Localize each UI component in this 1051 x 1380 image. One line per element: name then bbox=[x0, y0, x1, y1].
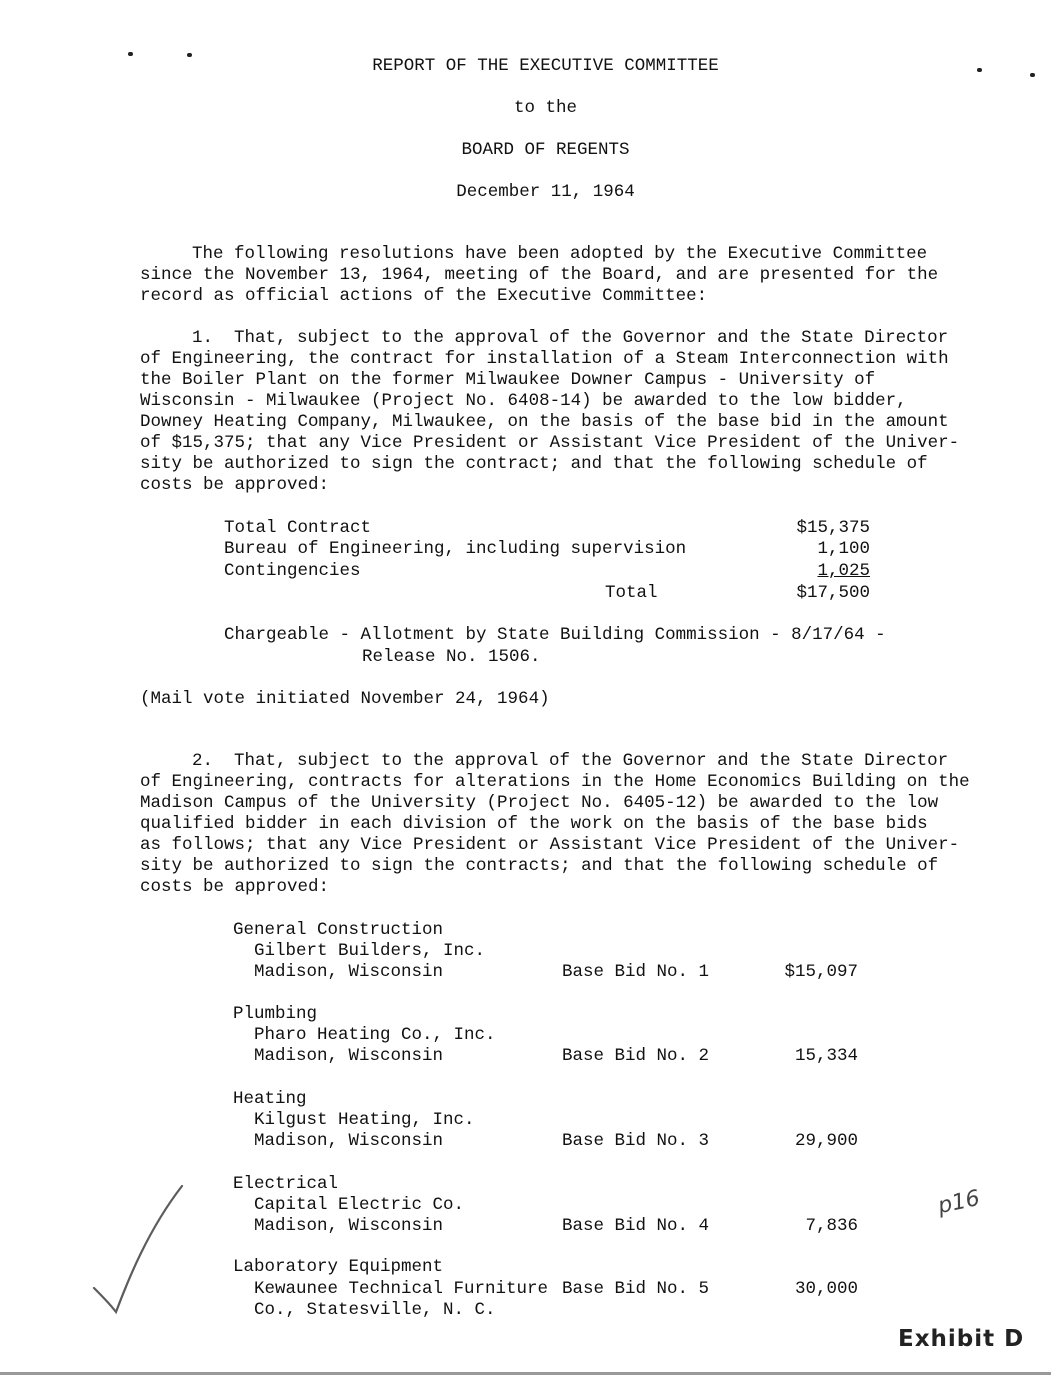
item1-line: Wisconsin - Milwaukee (Project No. 6408-14) be awarded to the low bidder, bbox=[140, 391, 907, 411]
bid-firm: Gilbert Builders, Inc. bbox=[254, 941, 486, 961]
item2-line: costs be approved: bbox=[140, 877, 330, 897]
intro-paragraph bbox=[140, 244, 980, 307]
cost-label: Contingencies bbox=[224, 561, 361, 581]
intro-line: since the November 13, 1964, meeting of the Board, and are presented for the bbox=[140, 265, 939, 285]
intro-line: The following resolutions have been adopted by the Executive Committee bbox=[192, 244, 928, 264]
bid-firm: Pharo Heating Co., Inc. bbox=[254, 1025, 496, 1045]
chargeable-line: Chargeable - Allotment by State Building Commission - 8/17/64 - bbox=[224, 625, 886, 645]
total-label: Total bbox=[605, 583, 658, 603]
item1-line: of Engineering, the contract for installation of a Steam Interconnection with bbox=[140, 349, 949, 369]
item1-line: Downey Heating Company, Milwaukee, on the basis of the base bid in the amount bbox=[140, 412, 949, 432]
bid-number: Base Bid No. 5 bbox=[562, 1279, 710, 1299]
bid-division: Laboratory Equipment bbox=[233, 1257, 444, 1277]
bid-firm: Capital Electric Co. bbox=[254, 1195, 465, 1215]
item2-line: Madison Campus of the University (Project No. 6405-12) be awarded to the low bbox=[140, 793, 939, 813]
intro-line: record as official actions of the Executive Committee: bbox=[140, 286, 708, 306]
cost-amount: $15,375 bbox=[796, 518, 870, 538]
item1-paragraph bbox=[140, 328, 980, 496]
bid-number: Base Bid No. 3 bbox=[562, 1131, 710, 1151]
item1-line: costs be approved: bbox=[140, 475, 330, 495]
total-amount: $17,500 bbox=[796, 583, 870, 603]
bid-location: Madison, Wisconsin bbox=[254, 962, 444, 982]
bid-division: Plumbing bbox=[233, 1004, 318, 1024]
item2-line: of Engineering, contracts for alterations in the Home Economics Building on the bbox=[140, 772, 970, 792]
handwritten-page-note: p16 bbox=[935, 1185, 983, 1220]
scan-bottom-edge bbox=[0, 1372, 1051, 1375]
bid-amount: 29,900 bbox=[794, 1131, 858, 1151]
report-title: REPORT OF THE EXECUTIVE COMMITTEE bbox=[372, 56, 719, 76]
report-to-the: to the bbox=[513, 98, 577, 118]
bid-firm: Kewaunee Technical Furniture bbox=[254, 1279, 549, 1299]
report-board: BOARD OF REGENTS bbox=[461, 140, 630, 160]
report-date: December 11, 1964 bbox=[456, 182, 635, 202]
item2-line: 2. That, subject to the approval of the Governor and the State Director bbox=[192, 751, 949, 771]
item1-line: sity be authorized to sign the contract; and that the following schedule of bbox=[140, 454, 928, 474]
bid-division: Electrical bbox=[233, 1174, 339, 1194]
item2-line: qualified bidder in each division of the work on the basis of the base bids bbox=[140, 814, 928, 834]
bid-location: Madison, Wisconsin bbox=[254, 1131, 444, 1151]
cost-amount: 1,100 bbox=[817, 539, 870, 559]
chargeable-line: Release No. 1506. bbox=[362, 647, 541, 667]
item2-paragraph bbox=[140, 751, 980, 898]
bid-division: Heating bbox=[233, 1089, 307, 1109]
bid-amount: 30,000 bbox=[794, 1279, 858, 1299]
bid-division: General Construction bbox=[233, 920, 444, 940]
item1-line: of $15,375; that any Vice President or Assistant Vice President of the Univer- bbox=[140, 433, 960, 453]
bid-number: Base Bid No. 4 bbox=[562, 1216, 710, 1236]
item2-line: as follows; that any Vice President or Assistant Vice President of the Univer- bbox=[140, 835, 960, 855]
item1-line: 1. That, subject to the approval of the Governor and the State Director bbox=[192, 328, 949, 348]
bid-firm: Kilgust Heating, Inc. bbox=[254, 1110, 475, 1130]
bid-amount: $15,097 bbox=[784, 962, 858, 982]
bid-location: Madison, Wisconsin bbox=[254, 1046, 444, 1066]
cost-amount: 1,025 bbox=[817, 561, 870, 581]
bid-amount: 7,836 bbox=[805, 1216, 858, 1236]
bid-amount: 15,334 bbox=[794, 1046, 858, 1066]
item1-line: the Boiler Plant on the former Milwaukee Downer Campus - University of bbox=[140, 370, 876, 390]
item2-line: sity be authorized to sign the contracts; and that the following schedule of bbox=[140, 856, 939, 876]
handwritten-checkmark-icon bbox=[88, 1180, 198, 1320]
exhibit-label: Exhibit D bbox=[898, 1326, 1025, 1352]
bid-location: Madison, Wisconsin bbox=[254, 1216, 444, 1236]
bid-number: Base Bid No. 2 bbox=[562, 1046, 710, 1066]
cost-label: Bureau of Engineering, including supervision bbox=[224, 539, 687, 559]
cost-label: Total Contract bbox=[224, 518, 372, 538]
bid-location: Co., Statesville, N. C. bbox=[254, 1300, 496, 1320]
bid-number: Base Bid No. 1 bbox=[562, 962, 710, 982]
mail-vote-note: (Mail vote initiated November 24, 1964) bbox=[140, 689, 550, 709]
